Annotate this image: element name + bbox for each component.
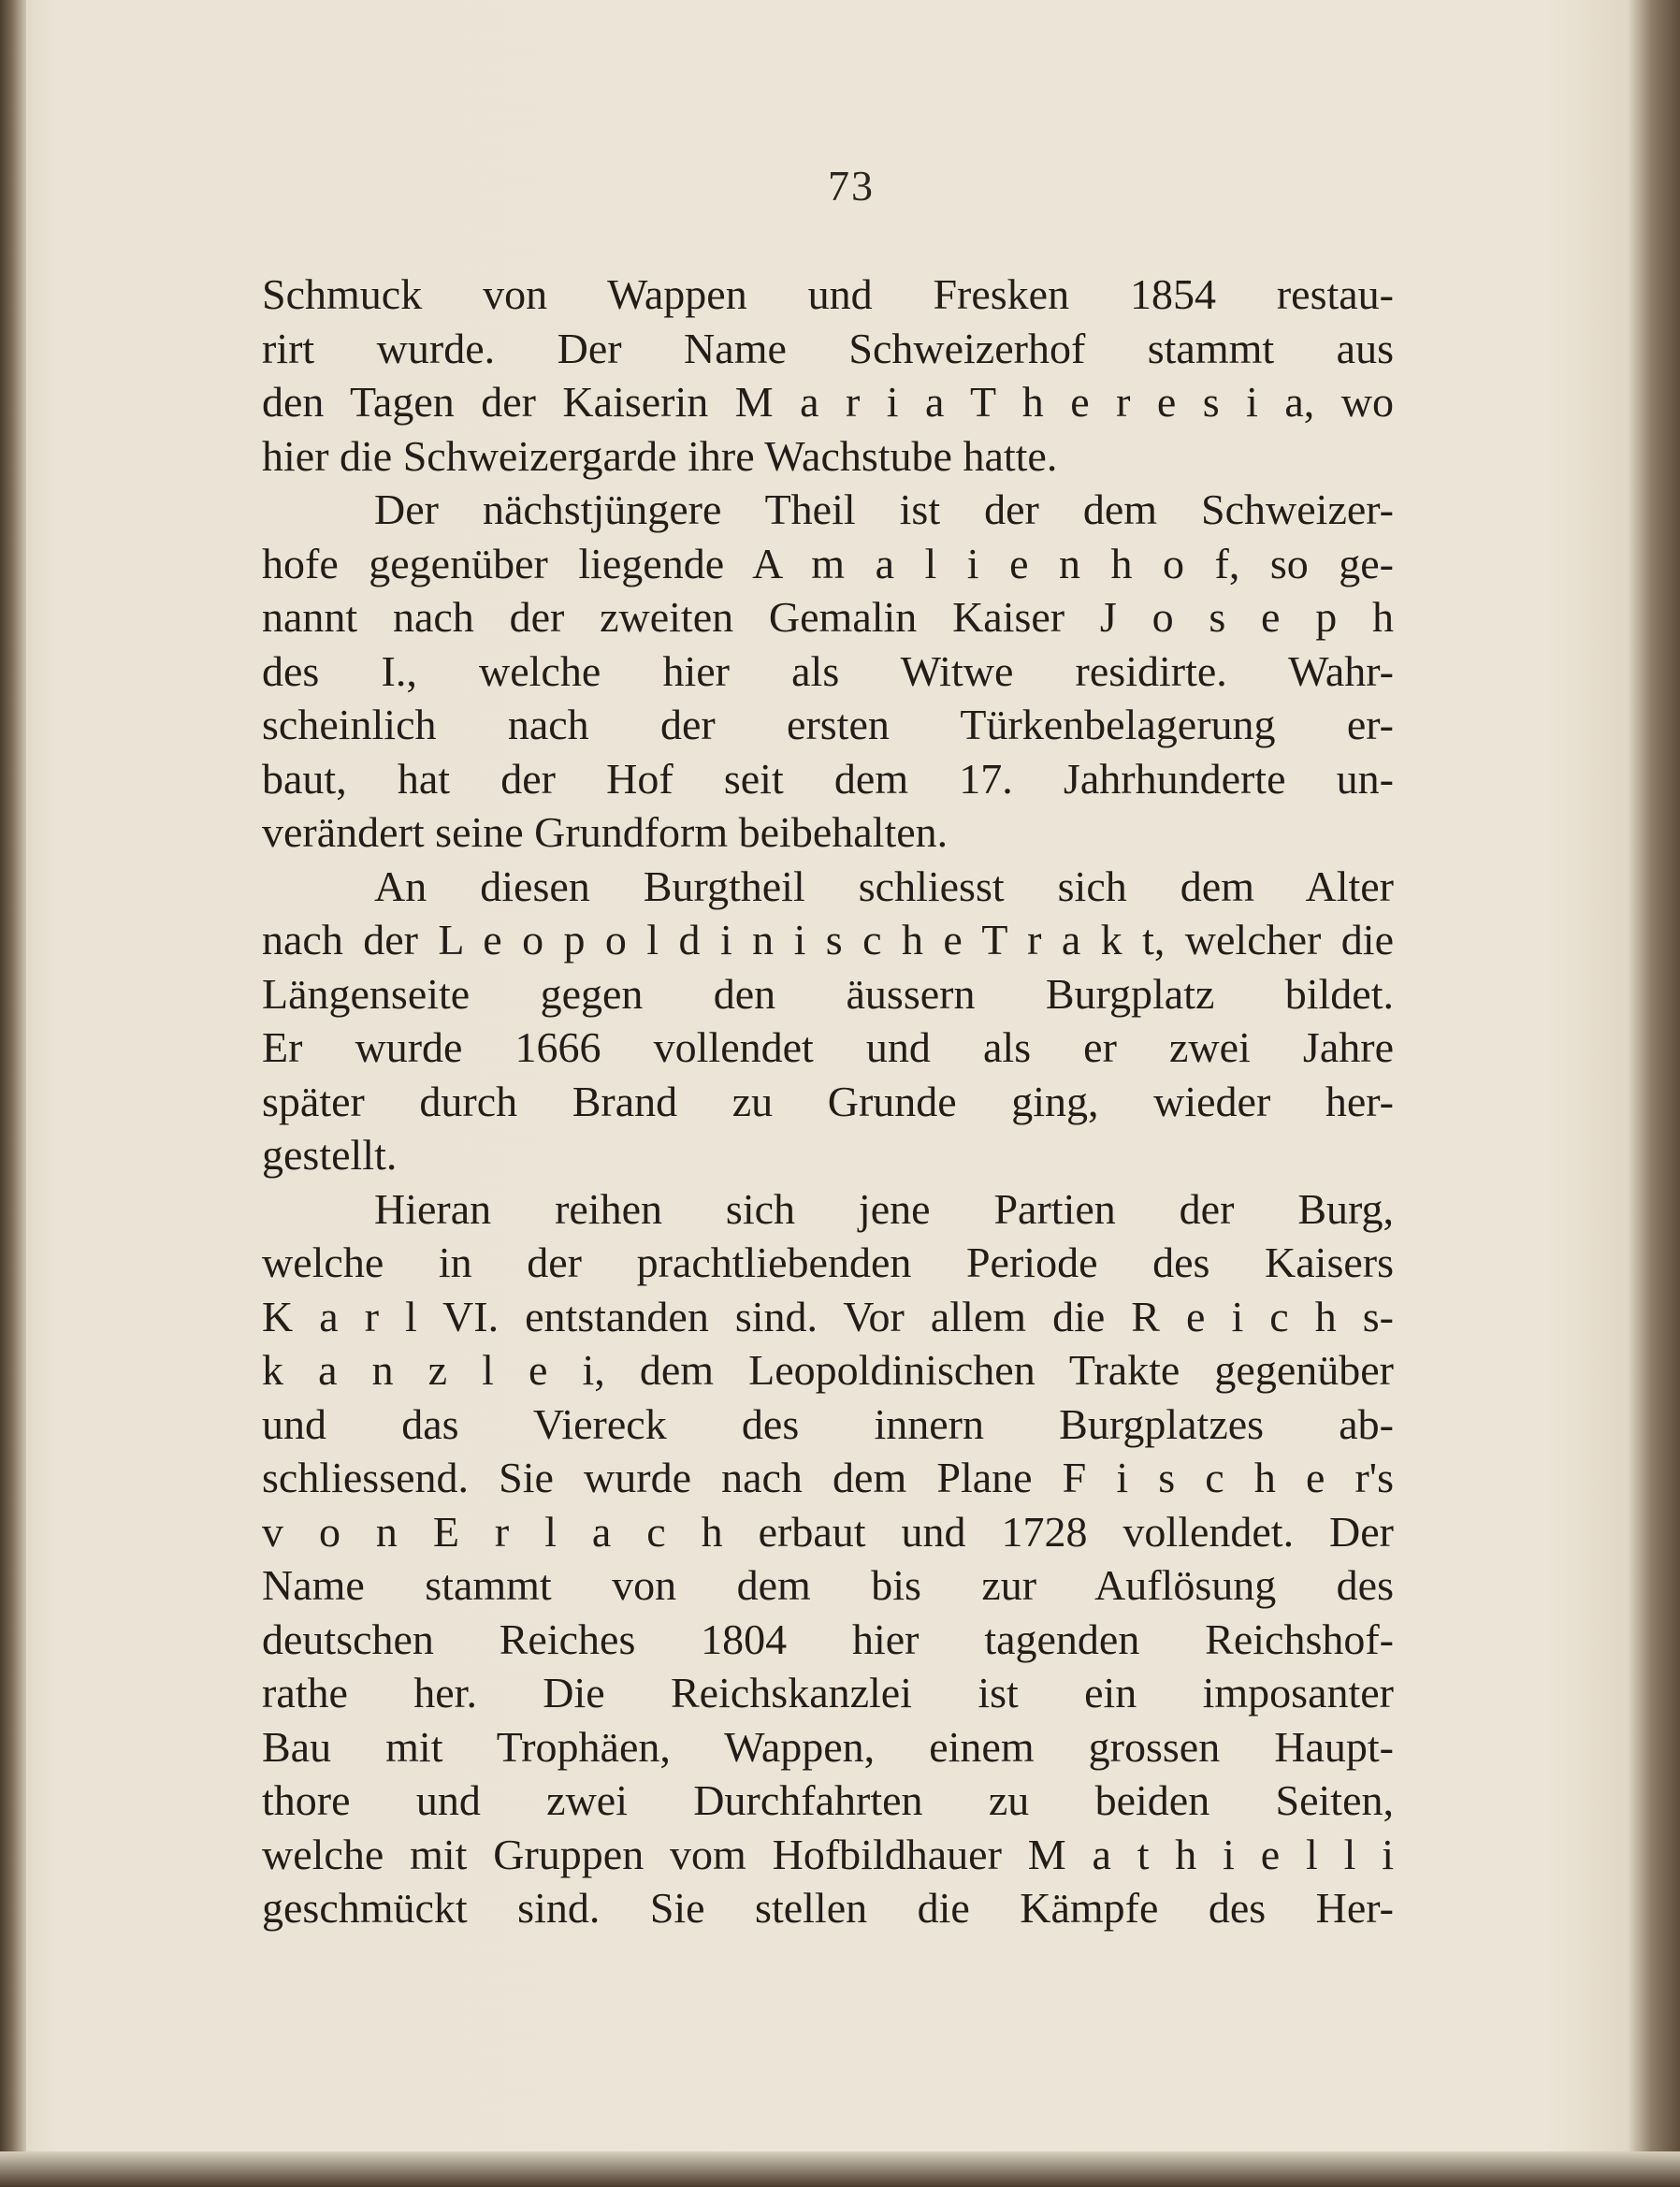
- page-number: 73: [828, 162, 875, 210]
- text-line: baut, hat der Hof seit dem 17. Jahrhunderte un-: [262, 754, 1394, 803]
- text-line: Längenseite gegen den äussern Burgplatz bildet.: [262, 969, 1394, 1018]
- text-line: und das Viereck des innern Burgplatzes ab-: [262, 1399, 1394, 1448]
- text-line: k a n z l e i, dem Leopoldinischen Trakte gegenüber: [262, 1346, 1394, 1394]
- text-line: welche mit Gruppen vom Hofbildhauer M a t h i e l l i: [262, 1830, 1394, 1878]
- text-line: hofe gegenüber liegende A m a l i e n h o f, so ge-: [262, 539, 1394, 587]
- text-line: rathe her. Die Reichskanzlei ist ein imposanter: [262, 1669, 1394, 1716]
- text-line: K a r l VI. entstanden sind. Vor allem die R e i c h s-: [262, 1292, 1394, 1340]
- text-line: des I., welche hier als Witwe residirte. Wahr-: [262, 646, 1394, 695]
- text-line: geschmückt sind. Sie stellen die Kämpfe des Her-: [262, 1884, 1394, 1932]
- text-line: den Tagen der Kaiserin M a r i a T h e r e s i a, wo: [262, 378, 1394, 426]
- text-line: thore und zwei Durchfahrten zu beiden Seiten,: [262, 1776, 1394, 1824]
- text-line: deutschen Reiches 1804 hier tagenden Reichshof-: [262, 1615, 1394, 1663]
- text-line: gestellt.: [262, 1131, 398, 1179]
- text-line: rirt wurde. Der Name Schweizerhof stammt aus: [262, 324, 1394, 372]
- text-line: nannt nach der zweiten Gemalin Kaiser J o s e p h: [262, 593, 1394, 641]
- text-line: nach der L e o p o l d i n i s c h e T r a k t, welcher die: [262, 916, 1394, 963]
- text-line: Schmuck von Wappen und Fresken 1854 restau-: [262, 270, 1394, 318]
- text-line: scheinlich nach der ersten Türkenbelagerung er-: [262, 701, 1394, 748]
- page-bottom-edge: [0, 2151, 1680, 2187]
- text-line: Name stammt von dem bis zur Auflösung des: [262, 1561, 1394, 1609]
- text-line: schliessend. Sie wurde nach dem Plane F i s c h e r's: [262, 1454, 1394, 1501]
- text-line: später durch Brand zu Grunde ging, wieder her-: [262, 1077, 1394, 1125]
- text-line: An diesen Burgtheil schliesst sich dem Alter: [374, 862, 1394, 910]
- page-left-edge: [0, 0, 26, 2187]
- text-line: Der nächstjüngere Theil ist der dem Schweizer-: [374, 485, 1394, 533]
- text-line: hier die Schweizergarde ihre Wachstube hatte.: [262, 431, 1058, 480]
- text-line: Er wurde 1666 vollendet und als er zwei Jahre: [262, 1023, 1394, 1071]
- text-line: verändert seine Grundform beibehalten.: [262, 808, 949, 856]
- text-line: Bau mit Trophäen, Wappen, einem grossen Haupt-: [262, 1722, 1394, 1771]
- text-line: welche in der prachtliebenden Periode des Kaisers: [262, 1238, 1394, 1286]
- body-text: [262, 268, 1394, 1935]
- text-line: v o n E r l a c h erbaut und 1728 vollendet. Der: [262, 1507, 1394, 1556]
- text-line: Hieran reihen sich jene Partien der Burg,: [374, 1184, 1394, 1233]
